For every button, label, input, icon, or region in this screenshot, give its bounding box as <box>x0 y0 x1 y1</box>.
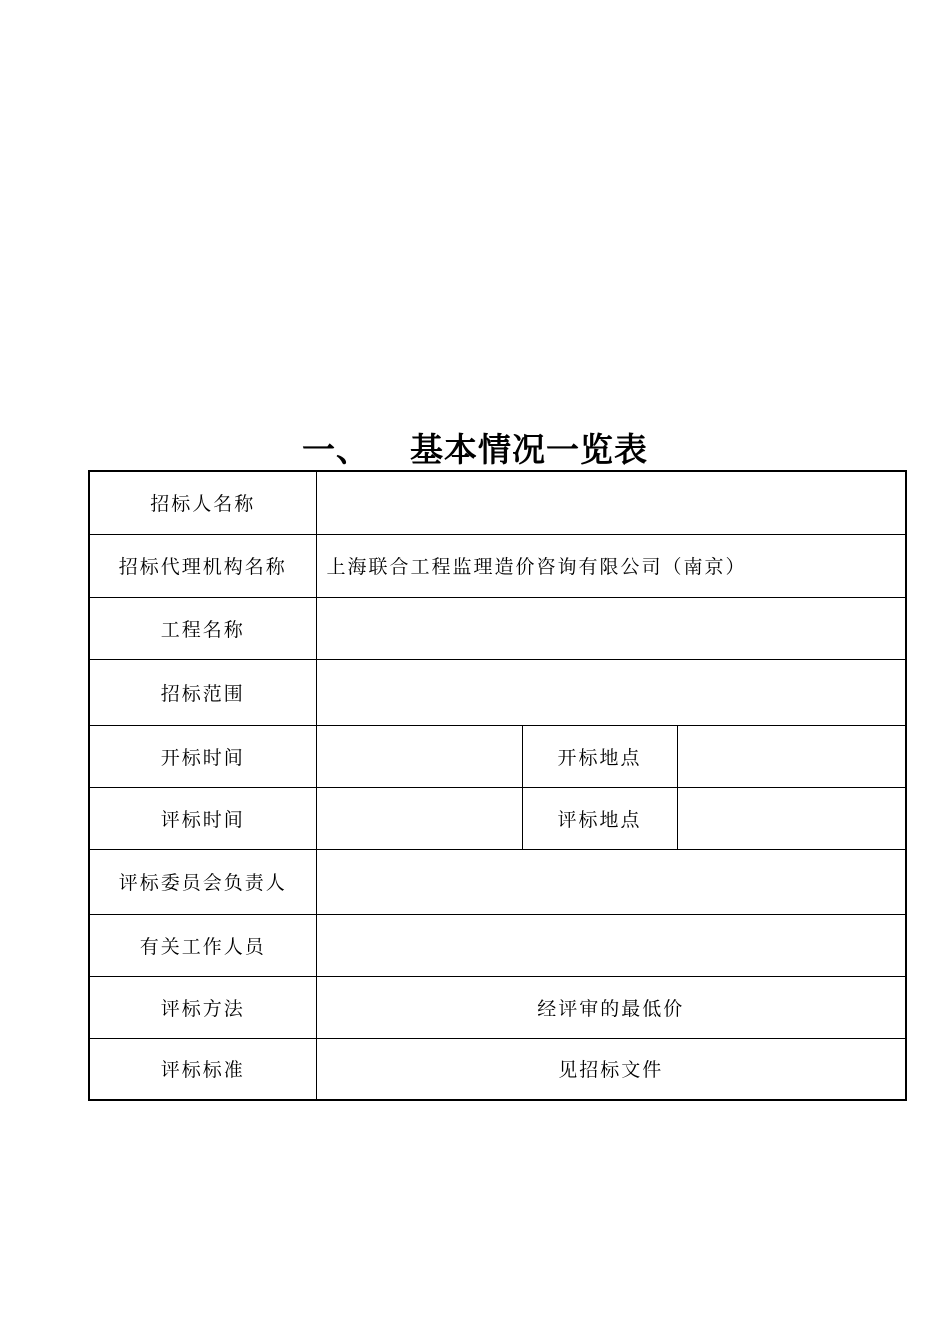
row-scope <box>89 659 906 725</box>
page-title <box>0 424 950 470</box>
committee-lead-value <box>316 849 906 914</box>
opening-time-label: 开标时间 <box>89 725 316 787</box>
evaluation-time-value <box>316 787 522 849</box>
opening-time-value <box>316 725 522 787</box>
agency-label: 招标代理机构名称 <box>89 534 316 597</box>
row-evaluation <box>89 787 906 849</box>
title-number: 一、 <box>302 429 370 469</box>
tenderer-value <box>316 471 906 534</box>
criteria-label: 评标标准 <box>89 1038 316 1100</box>
title-text: 基本情况一览表 <box>410 429 648 469</box>
row-committee-lead <box>89 849 906 914</box>
method-label: 评标方法 <box>89 976 316 1038</box>
evaluation-time-label: 评标时间 <box>89 787 316 849</box>
row-staff <box>89 914 906 976</box>
row-criteria <box>89 1038 906 1100</box>
opening-place-label: 开标地点 <box>522 725 677 787</box>
row-project <box>89 597 906 659</box>
project-value <box>316 597 906 659</box>
method-value: 经评审的最低价 <box>316 976 906 1038</box>
row-opening <box>89 725 906 787</box>
staff-label: 有关工作人员 <box>89 914 316 976</box>
evaluation-place-label: 评标地点 <box>522 787 677 849</box>
basic-info-table <box>88 470 907 1101</box>
project-label: 工程名称 <box>89 597 316 659</box>
criteria-value: 见招标文件 <box>316 1038 906 1100</box>
row-agency <box>89 534 906 597</box>
scope-value <box>316 659 906 725</box>
scope-label: 招标范围 <box>89 659 316 725</box>
staff-value <box>316 914 906 976</box>
tenderer-label: 招标人名称 <box>89 471 316 534</box>
committee-lead-label: 评标委员会负责人 <box>89 849 316 914</box>
opening-place-value <box>677 725 906 787</box>
row-tenderer <box>89 471 906 534</box>
row-method <box>89 976 906 1038</box>
agency-value: 上海联合工程监理造价咨询有限公司（南京） <box>316 534 906 597</box>
evaluation-place-value <box>677 787 906 849</box>
